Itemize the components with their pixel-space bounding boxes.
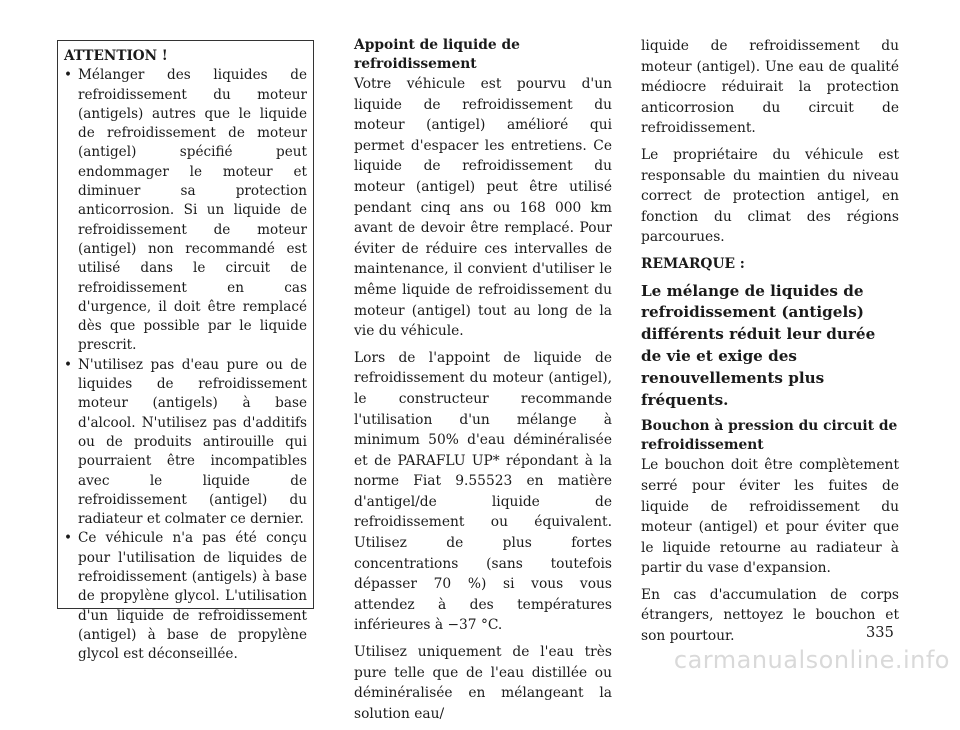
warning-title: ATTENTION ! <box>64 48 168 64</box>
note-label: REMARQUE : <box>641 255 745 272</box>
column-pressure-cap <box>641 36 899 653</box>
warning-item: • Ce véhicule n'a pas été conçu pour l'utilisation de liquides de refroidissement (antigels) à base de propylène glycol. L'utilisation d'un liquide de refroidissement (antigel) à base de propylène glycol est déconseillée. <box>64 529 307 664</box>
paragraph: En cas d'accumulation de corps étrangers, nettoyez le bouchon et son pourtour. <box>641 586 899 645</box>
column-coolant-topup <box>354 36 612 730</box>
watermark: carmanualsonline.info <box>673 646 950 674</box>
paragraph: Votre véhicule est pourvu d'un liquide de refroidissement du moteur (antigel) amélioré qui permet d'espacer les entretiens. Ce liquide de refroidissement du moteur (antigel) peut être utilisé pendant cinq ans ou 168 000 km avant de devoir être remplacé. Pour éviter de réduire ces intervalles de maintenance, il convient d'utiliser le même liquide de refroidissement du moteur (antigel) tout au long de la vie du véhicule. <box>354 76 612 340</box>
warning-list <box>64 66 307 664</box>
paragraph: Le propriétaire du véhicule est responsable du maintien du niveau correct de protection antigel, en fonction du climat des régions parcourues. <box>641 146 899 246</box>
warning-item: • N'utilisez pas d'eau pure ou de liquides de refroidissement moteur (antigels) à base d'alcool. N'utilisez pas d'additifs ou de produits antirouille qui pourraient être incompatibles avec le liquide de refroidissement (antigel) du radiateur et colmater ce dernier. <box>64 356 307 530</box>
paragraph: Lors de l'appoint de liquide de refroidissement du moteur (antigel), le constructeur recommande l'utilisation d'un mélange à minimum 50% d'eau déminéralisée et de PARAFLU UP* répondant à la norme Fiat 9.55523 en matière d'antigel/de liquide de refroidissement ou équivalent. Utilisez de plus fortes concentrations (sans toutefois dépasser 70 %) si vous vous attendez à des températures inférieures à −37 °C. <box>354 349 612 634</box>
note-text: Le mélange de liquides de refroidissement (antigels) différents réduit leur durée de vie et exige des renouvellements plus fréquents. <box>641 281 876 409</box>
paragraph: liquide de refroidissement du moteur (antigel). Une eau de qualité médiocre réduirait la protection anticorrosion du circuit de refroidissement. <box>641 38 899 137</box>
page-number: 335 <box>866 624 894 641</box>
section-heading-pressure-cap: Bouchon à pression du circuit de refroidissement <box>641 418 898 454</box>
warning-item: • Mélanger des liquides de refroidissement du moteur (antigels) autres que le liquide de refroidissement de moteur (antigel) spécifié peut endommager le moteur et diminuer sa protection anticorrosion. Si un liquide de refroidissement de moteur (antigel) non recommandé est utilisé dans le circuit de refroidissement en cas d'urgence, il doit être remplacé dès que possible par le liquide prescrit. <box>64 66 307 355</box>
paragraph: Le bouchon doit être complètement serré pour éviter les fuites de liquide de refroidissement du moteur (antigel) et pour éviter que le liquide retourne au radiateur à partir du vase d'expansion. <box>641 457 899 577</box>
section-heading-coolant-topup: Appoint de liquide de refroidissement <box>354 37 520 72</box>
warning-box <box>57 40 314 663</box>
paragraph: Utilisez uniquement de l'eau très pure telle que de l'eau distillée ou déminéralisée en mélangeant la solution eau/ <box>354 644 612 722</box>
